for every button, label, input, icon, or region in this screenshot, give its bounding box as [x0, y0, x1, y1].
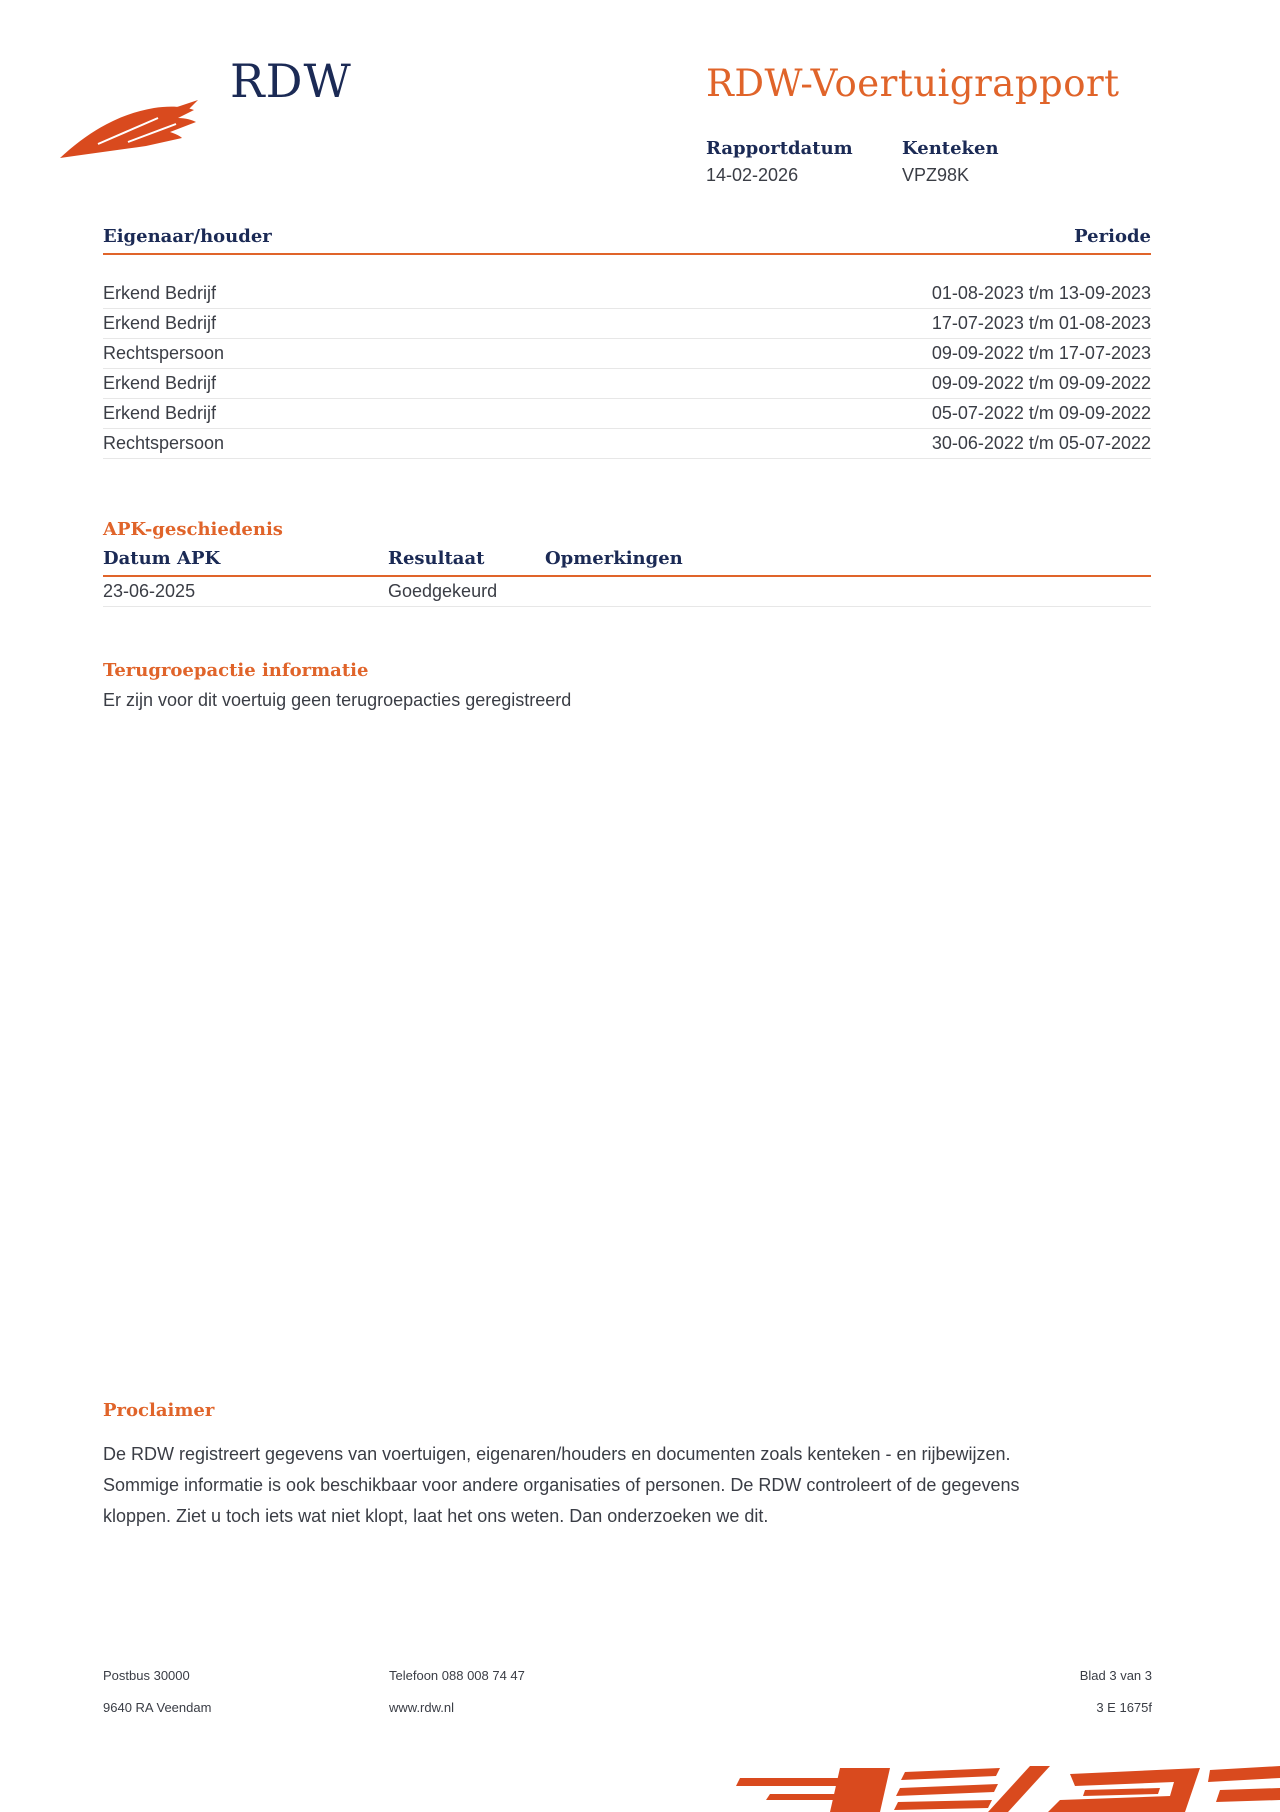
col-apk-date-header: Datum APK — [103, 548, 221, 569]
owner-cell: Erkend Bedrijf — [103, 373, 217, 393]
document-title: RDW-Voertuigrapport — [706, 62, 1120, 105]
footer-page-info — [1080, 1660, 1152, 1724]
owner-cell: Erkend Bedrijf — [103, 403, 217, 423]
plate-label: Kenteken — [902, 138, 999, 159]
rdw-feather-logo-icon — [58, 82, 208, 162]
report-date-label: Rapportdatum — [706, 138, 853, 159]
footer-address-line1: Postbus 30000 — [103, 1668, 190, 1683]
apk-remarks-cell — [545, 577, 1151, 606]
col-result-header: Resultaat — [388, 548, 485, 569]
apk-date-cell: 23-06-2025 — [103, 581, 196, 601]
col-period-header: Periode — [1074, 226, 1151, 247]
report-date-value: 14-02-2026 — [706, 165, 799, 185]
owner-cell: Erkend Bedrijf — [103, 313, 217, 333]
apk-section — [103, 519, 1151, 607]
footer-phone: Telefoon 088 008 74 47 — [389, 1668, 525, 1683]
footer-address — [103, 1660, 211, 1724]
owner-cell: Rechtspersoon — [103, 433, 225, 453]
table-row — [103, 309, 1151, 339]
footer-doc-code: 3 E 1675f — [1096, 1700, 1152, 1715]
rdw-logo — [58, 52, 358, 162]
period-cell: 01-08-2023 t/m 13-09-2023 — [931, 283, 1151, 303]
recall-text: Er zijn voor dit voertuig geen terugroepacties geregistreerd — [103, 690, 572, 710]
period-cell: 17-07-2023 t/m 01-08-2023 — [931, 313, 1151, 333]
proclaimer-line: kloppen. Ziet u toch iets wat niet klopt, laat het ons weten. Dan onderzoeken we dit. — [103, 1506, 769, 1526]
plate-value: VPZ98K — [902, 165, 970, 185]
period-cell: 09-09-2022 t/m 17-07-2023 — [931, 343, 1151, 363]
footer-address-line2: 9640 RA Veendam — [103, 1700, 212, 1715]
logo-text: RDW — [230, 54, 352, 108]
recall-title: Terugroepactie informatie — [103, 660, 369, 681]
period-cell: 09-09-2022 t/m 09-09-2022 — [931, 373, 1151, 393]
table-row — [103, 399, 1151, 429]
table-row — [103, 577, 1151, 607]
footer-contact — [389, 1660, 525, 1724]
owners-table — [103, 226, 1151, 459]
rdw-stripes-decoration-icon — [730, 1760, 1280, 1812]
owners-table-header — [103, 226, 1151, 255]
proclaimer-section — [103, 1400, 1151, 1532]
table-row — [103, 339, 1151, 369]
recall-section — [103, 660, 1151, 711]
table-row — [103, 369, 1151, 399]
owner-cell: Rechtspersoon — [103, 343, 225, 363]
report-date-block — [706, 138, 853, 186]
col-owner-header: Eigenaar/houder — [103, 226, 272, 247]
table-row — [103, 429, 1151, 459]
apk-title: APK-geschiedenis — [103, 519, 283, 540]
footer-page-number: Blad 3 van 3 — [1079, 1668, 1152, 1683]
proclaimer-title: Proclaimer — [103, 1400, 215, 1421]
col-remarks-header: Opmerkingen — [545, 548, 683, 569]
proclaimer-line: Sommige informatie is ook beschikbaar voor andere organisaties of personen. De RDW controleert of de gegevens — [103, 1475, 1020, 1495]
owner-cell: Erkend Bedrijf — [103, 283, 217, 303]
period-cell: 30-06-2022 t/m 05-07-2022 — [931, 433, 1151, 453]
apk-result-cell: Goedgekeurd — [388, 581, 498, 601]
plate-block — [902, 138, 999, 186]
apk-table-header — [103, 548, 1151, 577]
proclaimer-line: De RDW registreert gegevens van voertuigen, eigenaren/houders en documenten zoals kenteken - en rijbewijzen. — [103, 1444, 1011, 1464]
table-row — [103, 279, 1151, 309]
period-cell: 05-07-2022 t/m 09-09-2022 — [931, 403, 1151, 423]
footer-website[interactable]: www.rdw.nl — [389, 1700, 455, 1715]
